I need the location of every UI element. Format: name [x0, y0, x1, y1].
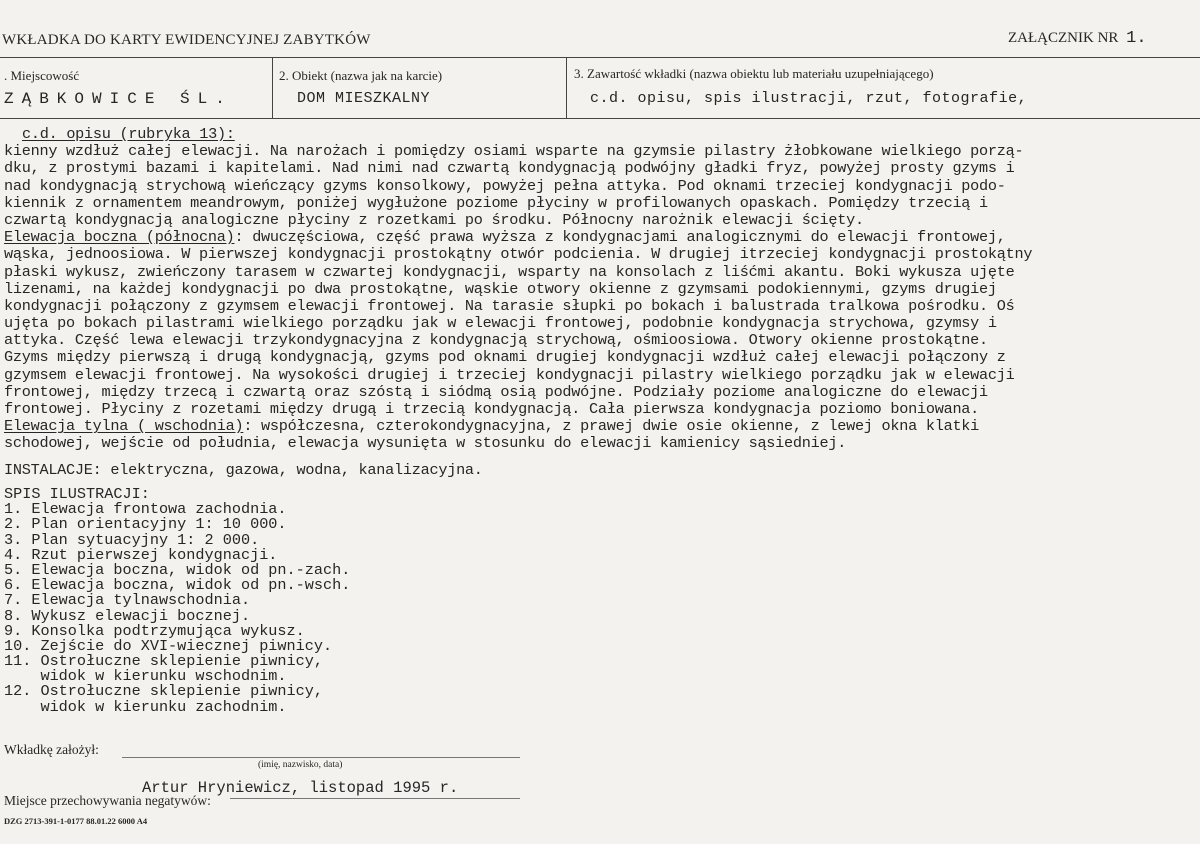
list-item: 2. Plan orientacyjny 1: 10 000.	[4, 515, 287, 534]
list-item: 9. Konsolka podtrzymująca wykusz.	[4, 621, 305, 640]
desc-line: : współczesna, czterokondygnacyjna, z prawej dwie osie okienne, z lewej okna klatki	[243, 417, 980, 436]
list-item: 12. Ostrołuczne sklepienie piwnicy,	[4, 682, 323, 701]
desc-line: frontowej, między trzecą i czwartą oraz szóstą i siódmą osią podwójne. Podziały poziome analogiczne do elewacji	[4, 382, 988, 401]
desc-line: kienny wzdłuż całej elewacji. Na narożach i pomiędzy osiami wsparte na gzymsie pilastry żłobkowane wielkiego porzą-	[4, 142, 1024, 161]
desc-line: płaski wykusz, zwieńczony tarasem w czwartej kondygnacji, wsparty na konsolach z liśćmi akantu. Boki wykusza ujęte	[4, 262, 1015, 281]
desc-line: ujęta po bokach pilastrami wielkiego porządku jak w elewacji frontowej, podobnie kondygnacja strychowa, gzymsy i	[4, 314, 997, 333]
object-value: DOM MIESZKALNY	[297, 90, 431, 107]
list-item: 4. Rzut pierwszej kondygnacji.	[4, 545, 278, 564]
header-top-rule	[0, 57, 1200, 58]
author-rule	[122, 757, 520, 758]
annex-label-group	[1008, 29, 1147, 48]
list-item: 11. Ostrołuczne sklepienie piwnicy,	[4, 652, 323, 671]
rear-elevation-heading: Elewacja tylna ( wschodnia)	[4, 417, 244, 436]
list-item: 8. Wykusz elewacji bocznej.	[4, 606, 251, 625]
side-elevation-heading: Elewacja boczna (północna)	[4, 228, 235, 247]
desc-line: nad kondygnacją strychową wieńczący gzyms konsolkowy, powyżej pełna attyka. Pod oknami trzeciej kondygnacji podo-	[4, 176, 1006, 195]
desc-line: wąska, jednoosiowa. W pierwszej kondygnacji prostokątny otwór podcienia. W drugiej itrzeciej kondygnacji prostokątny	[4, 245, 1033, 264]
description-heading: c.d. opisu (rubryka 13):	[22, 125, 235, 143]
desc-line: Gzyms między pierwszą i drugą kondygnacją, gzyms pod oknami drugiej kondygnacji wzdłuż całej elewacji połączony z	[4, 348, 1006, 367]
contents-label: 3. Zawartość wkładki (nazwa obiektu lub materiału uzupełniającego)	[574, 66, 934, 81]
list-item: 7. Elewacja tylnawschodnia.	[4, 591, 251, 610]
field-divider-2	[566, 57, 567, 119]
author-label: Wkładkę założył:	[4, 742, 99, 757]
list-item: widok w kierunku wschodnim.	[4, 667, 287, 686]
illustrations-list	[4, 487, 350, 715]
desc-line: lizenami, na każdej kondygnacji po dwa prostokątne, wąskie otwory okienne z gzymsami podokiennymi, gzyms drugiej	[4, 279, 997, 298]
object-label: 2. Obiekt (nazwa jak na karcie)	[279, 68, 443, 83]
list-item: 10. Zejście do XVI-wiecznej piwnicy.	[4, 636, 333, 655]
desc-line: kiennik z ornamentem meandrowym, poniżej wygłużone poziome płyciny w profilowanych opaskach. Pomiędzy trzecią i	[4, 193, 988, 212]
desc-line: kondygnacji połączony z gzymsem elewacji frontowej. Na tarasie słupki po bokach i balustrada tralkowa pośrodku. Oś	[4, 296, 1015, 315]
annex-number: 1.	[1126, 29, 1147, 48]
desc-line: frontowej. Płyciny z rozetami między drugą i trzecią kondygnacją. Cała pierwsza kondygnacja poziomo boniowana.	[4, 400, 980, 418]
print-code: DZG 2713-391-1-0177 88.01.22 6000 A4	[4, 816, 148, 826]
list-item: widok w kierunku zachodnim.	[4, 697, 287, 716]
header-bottom-rule	[0, 118, 1200, 119]
list-item: 1. Elewacja frontowa zachodnia.	[4, 500, 287, 519]
desc-line: gzymsem elewacji frontowej. Na wysokości drugiej i trzeciej kondygnacji pilastry wielkiego porządku jak w elewacji	[4, 365, 1015, 384]
desc-line: dku, z prostymi bazami i kapitelami. Nad nimi nad czwartą kondygnacją podwójny gładki fryz, powyżej prosty gzyms i	[4, 159, 1015, 178]
locality-label: . Miejscowość	[4, 68, 80, 83]
list-item: 5. Elewacja boczna, widok od pn.-zach.	[4, 560, 351, 579]
list-item: 3. Plan sytuacyjny 1: 2 000.	[4, 530, 260, 549]
author-hint: (imię, nazwisko, data)	[258, 760, 343, 770]
form-title: WKŁADKA DO KARTY EWIDENCYJNEJ ZABYTKÓW	[2, 32, 371, 48]
desc-line: czwartą kondygnacją analogiczne płyciny z rozetkami po środku. Północny narożnik elewacji ścięty.	[4, 210, 864, 229]
annex-label: ZAŁĄCZNIK NR	[1008, 30, 1119, 46]
author-value: Artur Hryniewicz, listopad 1995 r.	[142, 779, 459, 797]
locality-value: ZĄBKOWICE ŚL.	[4, 90, 233, 108]
description-block	[4, 126, 1200, 479]
installations-line: INSTALACJE: elektryczna, gazowa, wodna, kanalizacyjna.	[4, 460, 483, 479]
desc-line: attyka. Część lewa elewacji trzykondygnacyjna z kondygnacją strychową, ośmioosiowa. Otwory okienne prostokątne.	[4, 331, 988, 350]
contents-value: c.d. opisu, spis ilustracji, rzut, fotografie,	[590, 90, 1028, 107]
desc-line: : dwuczęściowa, część prawa wyższa z kondygnacjami analogicznymi do elewacji frontowej,	[234, 228, 1006, 247]
desc-line: schodowej, wejście od południa, elewacja wysunięta w stosunku do elewacji kamienicy sąsiedniej.	[4, 434, 847, 453]
storage-rule	[230, 798, 520, 799]
field-divider-1	[272, 57, 273, 119]
storage-label: Miejsce przechowywania negatywów:	[4, 793, 211, 808]
illustrations-heading: SPIS ILUSTRACJI:	[4, 485, 150, 503]
list-item: 6. Elewacja boczna, widok od pn.-wsch.	[4, 576, 351, 595]
